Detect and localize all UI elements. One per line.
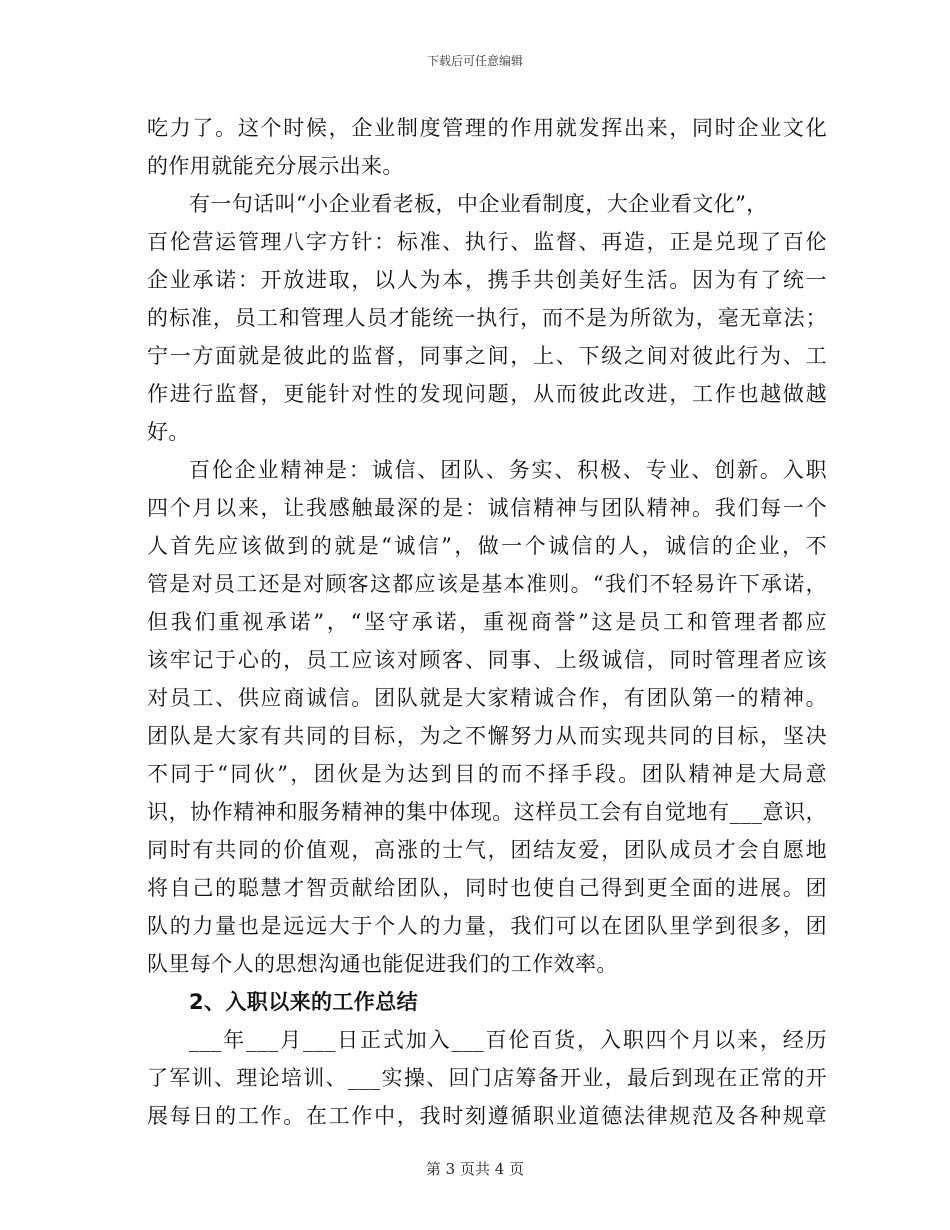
paragraph-line: 展每日的工作。在工作中，我时刻遵循职业道德法律规范及各种规章 xyxy=(147,1104,827,1128)
paragraph-line: 宁一方面就是彼此的监督，同事之间，上、下级之间对彼此行为、工 xyxy=(147,344,827,368)
paragraph-line: 四个月以来，让我感触最深的是：诚信精神与团队精神。我们每一个 xyxy=(147,496,827,520)
paragraph-line: 管是对员工还是对顾客这都应该是基本准则。“我们不轻易许下承诺， xyxy=(147,572,827,596)
paragraph-line: 有一句话叫“小企业看老板，中企业看制度，大企业看文化”， xyxy=(189,192,768,216)
paragraph-line: 好。 xyxy=(147,420,190,444)
paragraph-line: 吃力了。这个时候，企业制度管理的作用就发挥出来，同时企业文化 xyxy=(147,116,827,140)
paragraph-line: 人首先应该做到的就是“诚信”，做一个诚信的人，诚信的企业，不 xyxy=(147,534,827,558)
page-number: 第 3 页共 4 页 xyxy=(425,1160,525,1178)
paragraph-line: 对员工、供应商诚信。团队就是大家精诚合作，有团队第一的精神。 xyxy=(147,686,827,710)
paragraph-line: 队的力量也是远远大于个人的力量，我们可以在团队里学到很多，团 xyxy=(147,914,827,938)
paragraph-line: 的标准，员工和管理人员才能统一执行，而不是为所欲为，毫无章法； xyxy=(147,306,827,330)
paragraph-line: 企业承诺：开放进取，以人为本，携手共创美好生活。因为有了统一 xyxy=(147,268,827,292)
document-body xyxy=(147,109,827,1135)
section-heading: 2、入职以来的工作总结 xyxy=(189,990,419,1014)
paragraph-line: 团队是大家有共同的目标，为之不懈努力从而实现共同的目标，坚决 xyxy=(147,724,827,748)
paragraph-line: 不同于“同伙”，团伙是为达到目的而不择手段。团队精神是大局意 xyxy=(147,762,827,786)
paragraph-line: ___年___月___日正式加入___百伦百货，入职四个月以来，经历 xyxy=(189,1028,827,1052)
paragraph-line: 将自己的聪慧才智贡献给团队，同时也使自己得到更全面的进展。团 xyxy=(147,876,827,900)
paragraph-line: 百伦营运管理八字方针：标准、执行、监督、再造，正是兑现了百伦 xyxy=(147,230,827,254)
paragraph-line: 识，协作精神和服务精神的集中体现。这样员工会有自觉地有___意识， xyxy=(147,800,827,824)
paragraph-line: 作进行监督，更能针对性的发现问题，从而彼此改进，工作也越做越 xyxy=(147,382,827,406)
paragraph-line: 的作用就能充分展示出来。 xyxy=(147,154,404,178)
page-header: 下载后可任意编辑 xyxy=(426,54,523,68)
paragraph-line: 队里每个人的思想沟通也能促进我们的工作效率。 xyxy=(147,952,618,976)
paragraph-line: 了军训、理论培训、___实操、回门店筹备开业，最后到现在正常的开 xyxy=(147,1066,827,1090)
paragraph-line: 但我们重视承诺”，“坚守承诺，重视商誉”这是员工和管理者都应 xyxy=(147,610,827,634)
paragraph-line: 该牢记于心的，员工应该对顾客、同事、上级诚信，同时管理者应该 xyxy=(147,648,827,672)
paragraph-line: 百伦企业精神是：诚信、团队、务实、积极、专业、创新。入职 xyxy=(189,458,827,482)
paragraph-line: 同时有共同的价值观，高涨的士气，团结友爱，团队成员才会自愿地 xyxy=(147,838,827,862)
